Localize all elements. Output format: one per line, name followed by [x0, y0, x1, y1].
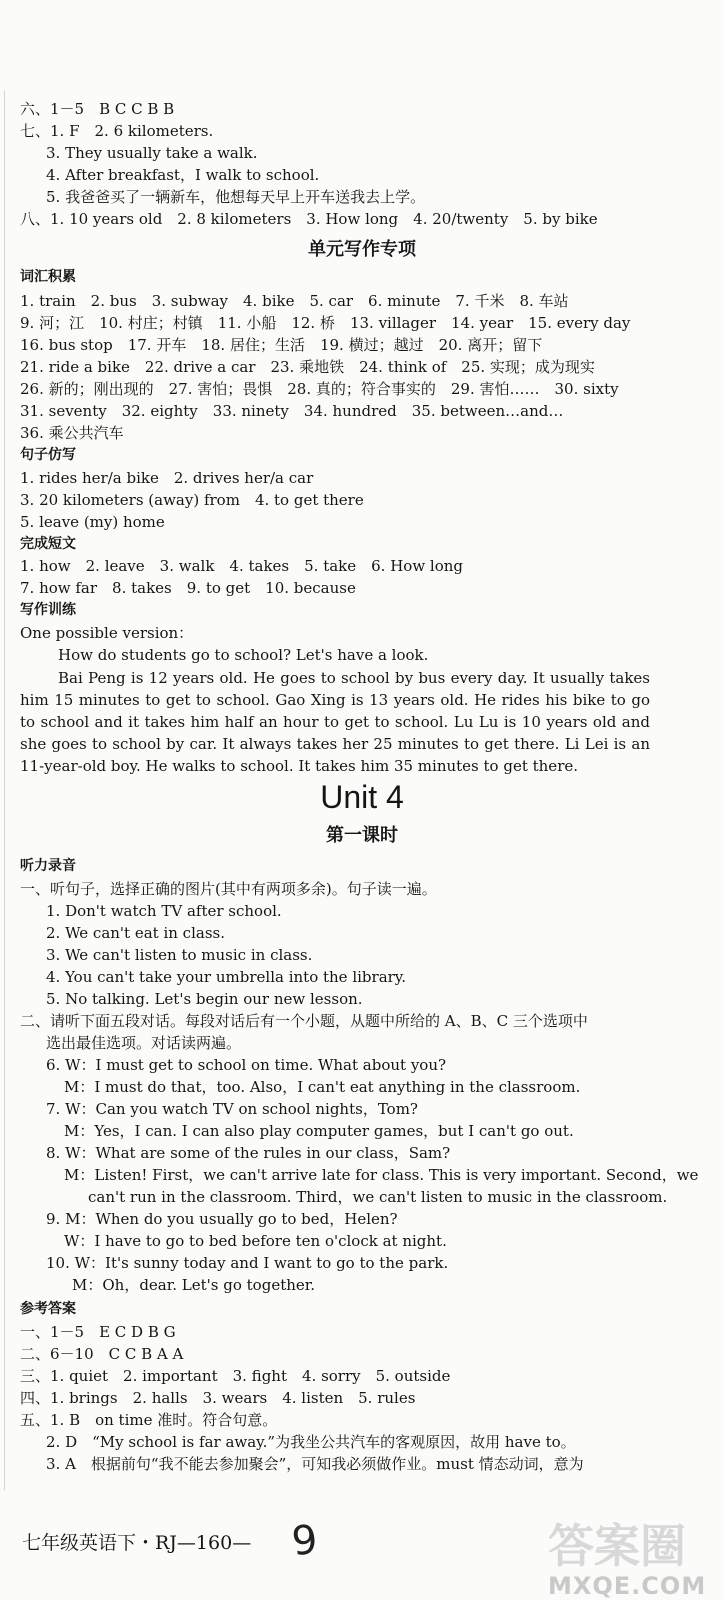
unit-title: Unit 4	[320, 779, 404, 815]
reference-line: 3. A 根据前句“我不能去参加聚会”，可知我必须做作业。must 情态动词，意为	[46, 1455, 584, 1473]
transcript-line: 4. You can't take your umbrella into the library.	[46, 968, 407, 986]
answer-line: 3. They usually take a walk.	[46, 144, 258, 162]
reference-line: 二、6－10 C C B A A	[20, 1345, 184, 1363]
subsection-heading: 完成短文	[20, 536, 76, 552]
vocab-line: 36. 乘公共汽车	[20, 424, 124, 442]
transcript-line: 3. We can't listen to music in class.	[46, 946, 313, 964]
dialog-line: 6. W：I must get to school on time. What about you?	[46, 1056, 447, 1074]
sentence-line: 1. rides her/a bike 2. drives her/a car	[20, 469, 314, 487]
section-title: 单元写作专项	[308, 239, 416, 260]
dialog-line: M：I must do that，too. Also，I can't eat anything in the classroom.	[64, 1078, 581, 1096]
question-title: 二、请听下面五段对话。每段对话后有一个小题，从题中所给的 A、B、C 三个选项中	[20, 1012, 588, 1030]
transcript-line: 5. No talking. Let's begin our new lesson.	[46, 990, 363, 1008]
reference-line: 五、1. B on time 准时。符合句意。	[20, 1411, 278, 1429]
cloze-line: 7. how far 8. takes 9. to get 10. because	[20, 579, 356, 597]
handwritten-mark: 9	[289, 1516, 320, 1566]
vocab-line: 31. seventy 32. eighty 33. ninety 34. hundred 35. between…and…	[20, 402, 564, 420]
dialog-line: M：Listen! First，we can't arrive late for class. This is very important. Second，we	[64, 1166, 699, 1184]
answer-line: 4. After breakfast，I walk to school.	[46, 166, 320, 184]
vocab-line: 1. train 2. bus 3. subway 4. bike 5. car 6. minute 7. 千米 8. 车站	[20, 292, 569, 310]
dialog-line: 10. W：It's sunny today and I want to go to the park.	[46, 1254, 449, 1272]
vocab-line: 21. ride a bike 22. drive a car 23. 乘地铁 24. think of 25. 实现；成为现实	[20, 358, 595, 376]
reference-line: 四、1. brings 2. halls 3. wears 4. listen 5. rules	[20, 1389, 416, 1407]
answer-line: 六、1－5 B C C B B	[20, 100, 175, 118]
version-label: One possible version：	[20, 624, 194, 642]
vocab-line: 16. bus stop 17. 开车 18. 居住；生活 19. 横过；越过 20. 离开；留下	[20, 336, 543, 354]
sentence-line: 3. 20 kilometers (away) from 4. to get there	[20, 491, 364, 509]
transcript-line: 2. We can't eat in class.	[46, 924, 225, 942]
dialog-line: W：I have to go to bed before ten o'clock at night.	[64, 1232, 447, 1250]
watermark-logo: 答案圈	[548, 1519, 686, 1573]
watermark	[540, 1510, 720, 1600]
reference-line: 2. D “My school is far away.”为我坐公共汽车的客观原因，故用 have to。	[46, 1433, 576, 1451]
answer-line: 七、1. F 2. 6 kilometers.	[20, 122, 214, 140]
reference-line: 三、1. quiet 2. important 3. fight 4. sorry 5. outside	[20, 1367, 451, 1385]
dialog-line: 8. W：What are some of the rules in our class，Sam?	[46, 1144, 451, 1162]
subsection-heading: 参考答案	[20, 1301, 76, 1317]
answer-line: 八、1. 10 years old 2. 8 kilometers 3. How long 4. 20/twenty 5. by bike	[20, 210, 598, 228]
vocab-line: 9. 河；江 10. 村庄；村镇 11. 小船 12. 桥 13. villager 14. year 15. every day	[20, 314, 631, 332]
reference-line: 一、1－5 E C D B G	[20, 1323, 176, 1341]
subsection-heading: 词汇积累	[20, 269, 76, 285]
transcript-line: 1. Don't watch TV after school.	[46, 902, 282, 920]
question-title: 一、听句子，选择正确的图片(其中有两项多余)。句子读一遍。	[20, 880, 437, 898]
dialog-line: can't run in the classroom. Third，we can't listen to music in the classroom.	[88, 1188, 668, 1206]
essay-opening: How do students go to school? Let's have a look.	[58, 646, 429, 664]
answer-line: 5. 我爸爸买了一辆新车，他想每天早上开车送我去上学。	[46, 188, 426, 206]
dialog-line: M：Yes，I can. I can also play computer games，but I can't go out.	[64, 1122, 574, 1140]
lesson-title: 第一课时	[326, 825, 398, 846]
vocab-line: 26. 新的；刚出现的 27. 害怕；畏惧 28. 真的；符合事实的 29. 害怕…… 30. sixty	[20, 380, 619, 398]
watermark-url: MXQE.COM	[548, 1572, 707, 1600]
dialog-line: 7. W：Can you watch TV on school nights，Tom?	[46, 1100, 418, 1118]
cloze-line: 1. how 2. leave 3. walk 4. takes 5. take 6. How long	[20, 557, 464, 575]
subsection-heading: 写作训练	[20, 602, 76, 618]
question-title: 选出最佳选项。对话读两遍。	[46, 1034, 242, 1052]
dialog-line: M：Oh，dear. Let's go together.	[72, 1276, 316, 1294]
essay-body: Bai Peng is 12 years old. He goes to school by bus every day. It usually takes him 15 minutes to get to school. Gao Xing is 13 years old. He rides his bike to go to school and it takes him half an hour to get to school. Lu Lu is 10 years old and she goes to school by car. It always takes her 25 minutes to get there. Li Lei is an 11-year-old boy. He walks to school. It takes him 35 minutes to get there.	[20, 669, 650, 775]
page-footer: 七年级英语下・RJ—160—	[22, 1532, 252, 1554]
dialog-line: 9. M：When do you usually go to bed，Helen?	[46, 1210, 398, 1228]
subsection-heading: 听力录音	[20, 858, 76, 874]
subsection-heading: 句子仿写	[20, 447, 76, 463]
sentence-line: 5. leave (my) home	[20, 513, 165, 531]
